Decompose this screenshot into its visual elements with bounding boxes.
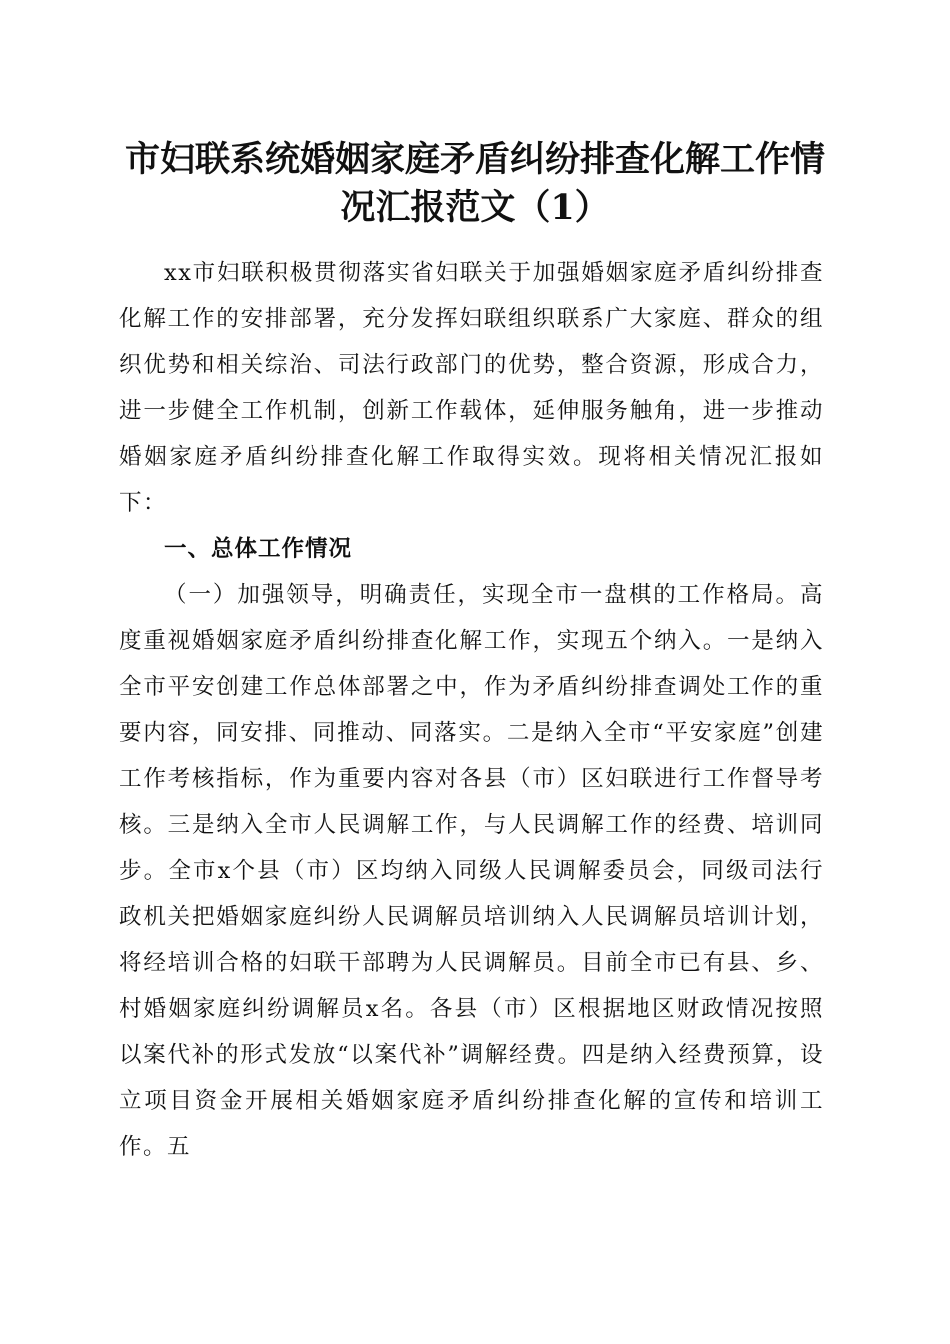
intro-paragraph: xx市妇联积极贯彻落实省妇联关于加强婚姻家庭矛盾纠纷排查化解工作的安排部署，充分发挥妇联组织联系广大家庭、群众的组织优势和相关综治、司法行政部门的优势，整合资源，形成合力，进一步健全工作机制，创新工作载体，延伸服务触角，进一步推动婚姻家庭矛盾纠纷排查化解工作取得实效。现将相关情况汇报如下： xyxy=(119,260,824,516)
document-title: 市妇联系统婚姻家庭矛盾纠纷排查化解工作情况汇报范文（1） xyxy=(124,139,825,228)
section-paragraph: （一）加强领导，明确责任，实现全市一盘棋的工作格局。高度重视婚姻家庭矛盾纠纷排查化解工作，实现五个纳入。一是纳入全市平安创建工作总体部署之中，作为矛盾纠纷排查调处工作的重要内容，同安排、同推动、同落实。二是纳入全市“平安家庭”创建工作考核指标，作为重要内容对各县（市）区妇联进行工作督导考核。三是纳入全市人民调解工作，与人民调解工作的经费、培训同步。全市x个县（市）区均纳入同级人民调解委员会，同级司法行政机关把婚姻家庭纠纷人民调解员培训纳入人民调解员培训计划，将经培训合格的妇联干部聘为人民调解员。目前全市已有县、乡、村婚姻家庭纠纷调解员x名。各县（市）区根据地区财政情况按照以案代补的形式发放“以案代补”调解经费。四是纳入经费预算，设立项目资金开展相关婚姻家庭矛盾纠纷排查化解的宣传和培训工作。五 xyxy=(119,582,824,1160)
document-body xyxy=(119,250,824,1170)
section-heading: 一、总体工作情况 xyxy=(164,536,353,562)
